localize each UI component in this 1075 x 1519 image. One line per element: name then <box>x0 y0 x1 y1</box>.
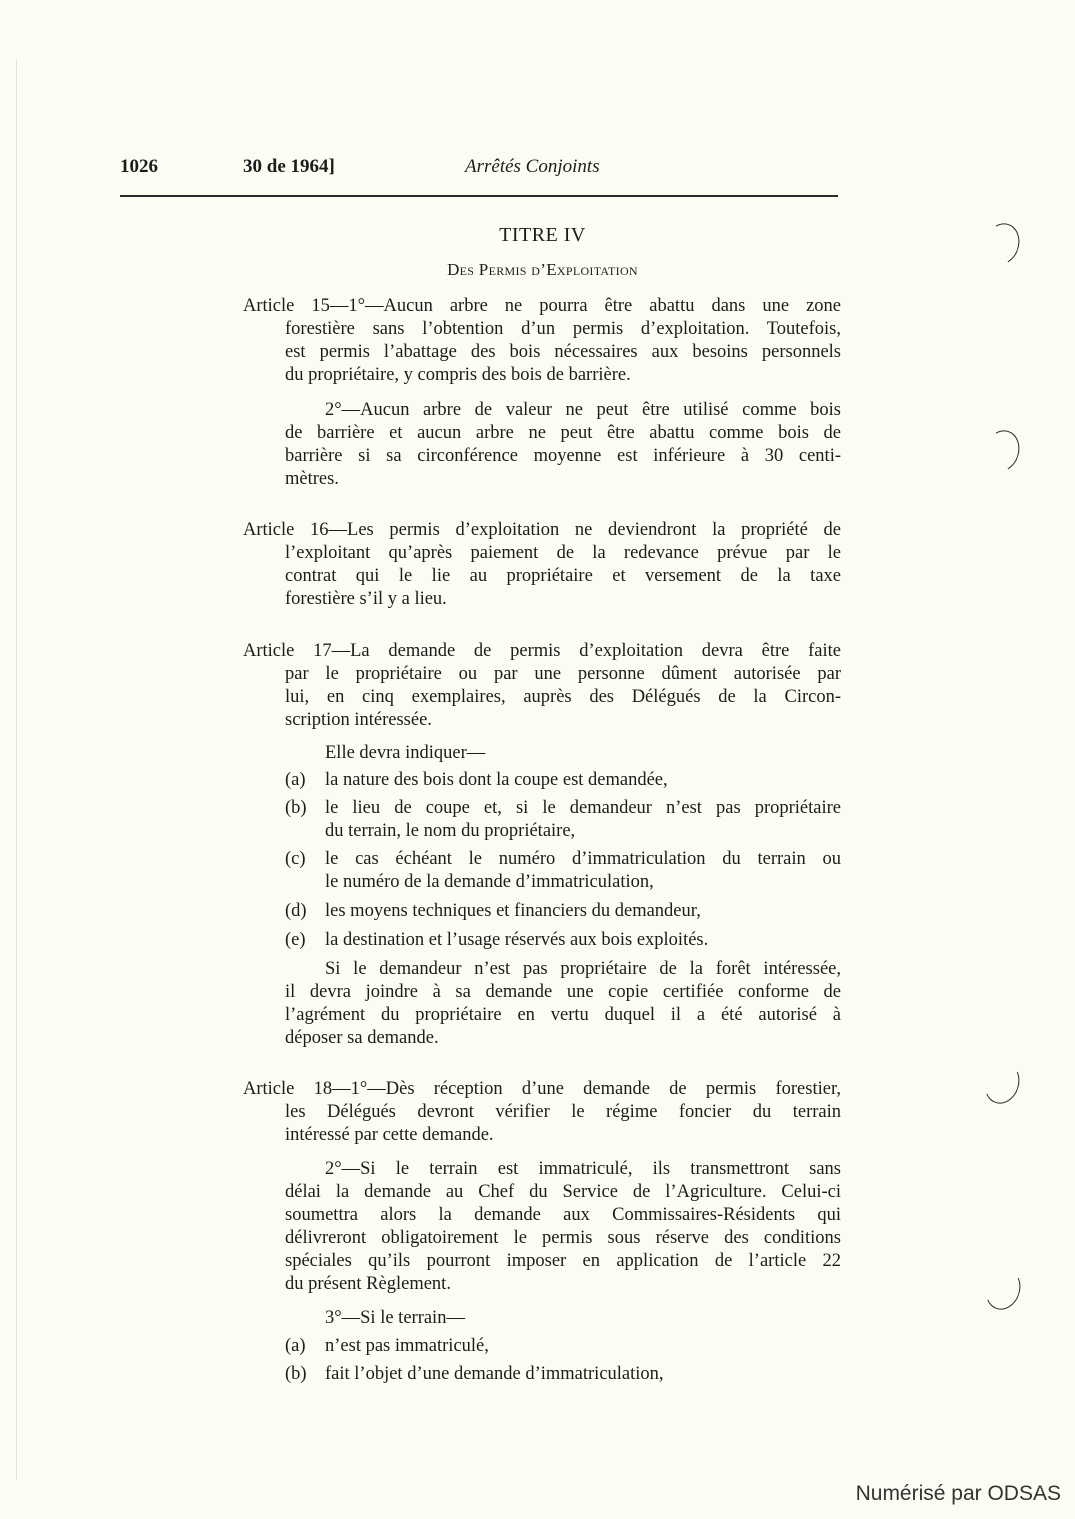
article-15-para2-line: mètres. <box>285 469 339 489</box>
list-item-label: (d) <box>285 901 307 921</box>
list-item-text: le lieu de coupe et, si le demandeur n’est pas propriétaire <box>325 798 841 818</box>
article-16-line: l’exploitant qu’après paiement de la redevance prévue par le <box>285 543 841 563</box>
list-item-text: la nature des bois dont la coupe est demandée, <box>325 770 668 790</box>
page-number: 1026 <box>120 156 158 177</box>
article-17-closing-line: déposer sa demande. <box>285 1028 439 1048</box>
article-17-line: Article 17—La demande de permis d’exploitation devra être faite <box>243 641 841 661</box>
list-item-label: (a) <box>285 1336 306 1356</box>
article-18-para2-line: spéciales qu’ils pourront imposer en application de l’article 22 <box>285 1251 841 1271</box>
article-15-para2-line: 2°—Aucun arbre de valeur ne peut être utilisé comme bois <box>325 400 841 420</box>
header-year: 30 de 1964] <box>243 156 335 177</box>
list-item-text: les moyens techniques et financiers du demandeur, <box>325 901 701 921</box>
article-18-para2-line: du présent Règlement. <box>285 1274 451 1294</box>
article-16-line: Article 16—Les permis d’exploitation ne deviendront la propriété de <box>243 520 841 540</box>
article-18-line: les Délégués devront vérifier le régime foncier du terrain <box>285 1102 841 1122</box>
article-18-para2-line: délivreront obligatoirement le permis sous réserve des conditions <box>285 1228 841 1248</box>
list-item-label: (e) <box>285 930 306 950</box>
article-16-line: contrat qui le lie au propriétaire et versement de la taxe <box>285 566 841 586</box>
article-18-line: intéressé par cette demande. <box>285 1125 494 1145</box>
section-subtitle: Des Permis d’Exploitation <box>447 260 638 279</box>
section-title: TITRE IV <box>499 224 586 246</box>
list-item-text: n’est pas immatriculé, <box>325 1336 489 1356</box>
article-17-closing-line: Si le demandeur n’est pas propriétaire de la forêt intéressée, <box>325 959 841 979</box>
list-item-label: (a) <box>285 770 306 790</box>
punch-hole-mark <box>979 1058 1024 1108</box>
list-item-text: la destination et l’usage réservés aux bois exploités. <box>325 930 709 950</box>
article-17-closing-line: il devra joindre à sa demande une copie certifiée conforme de <box>285 982 841 1002</box>
punch-hole-mark <box>979 426 1024 476</box>
article-17-closing-line: l’agrément du propriétaire en vertu duquel il a été autorisé à <box>285 1005 841 1025</box>
article-17-intro: Elle devra indiquer— <box>325 743 486 763</box>
list-item-label: (c) <box>285 849 306 869</box>
article-18-para2-line: délai la demande au Chef du Service de l’Agriculture. Celui-ci <box>285 1182 841 1202</box>
header-title: Arrêtés Conjoints <box>465 156 600 177</box>
list-item-text: le cas échéant le numéro d’immatriculation du terrain ou <box>325 849 841 869</box>
article-17-line: lui, en cinq exemplaires, auprès des Délégués de la Circon- <box>285 687 841 707</box>
list-item-text: fait l’objet d’une demande d’immatriculation, <box>325 1364 664 1384</box>
article-18-para2-line: soumettra alors la demande aux Commissaires-Résidents qui <box>285 1205 841 1225</box>
article-15-line: du propriétaire, y compris des bois de barrière. <box>285 365 631 385</box>
list-item-label: (b) <box>285 1364 307 1384</box>
article-16-line: forestière s’il y a lieu. <box>285 589 447 609</box>
article-18-para2-line: 2°—Si le terrain est immatriculé, ils transmettront sans <box>325 1159 841 1179</box>
article-18-line: Article 18—1°—Dès réception d’une demande de permis forestier, <box>243 1079 841 1099</box>
article-15-para2-line: barrière si sa circonférence moyenne est inférieure à 30 centi- <box>285 446 841 466</box>
article-18-para3-intro: 3°—Si le terrain— <box>325 1308 465 1328</box>
article-17-line: par le propriétaire ou par une personne dûment autorisée par <box>285 664 841 684</box>
digitization-credit: Numérisé par ODSAS <box>855 1482 1061 1505</box>
list-item-text: le numéro de la demande d’immatriculation, <box>325 872 654 892</box>
article-15-para2-line: de barrière et aucun arbre ne peut être abattu comme bois de <box>285 423 841 443</box>
list-item-label: (b) <box>285 798 307 818</box>
punch-hole-mark <box>980 1264 1025 1314</box>
article-15-line: forestière sans l’obtention d’un permis d’exploitation. Toutefois, <box>285 319 841 339</box>
article-15-line: Article 15—1°—Aucun arbre ne pourra être abattu dans une zone <box>243 296 841 316</box>
header-rule <box>120 195 838 197</box>
article-15-line: est permis l’abattage des bois nécessaires aux besoins personnels <box>285 342 841 362</box>
article-17-line: scription intéressée. <box>285 710 432 730</box>
list-item-text: du terrain, le nom du propriétaire, <box>325 821 576 841</box>
